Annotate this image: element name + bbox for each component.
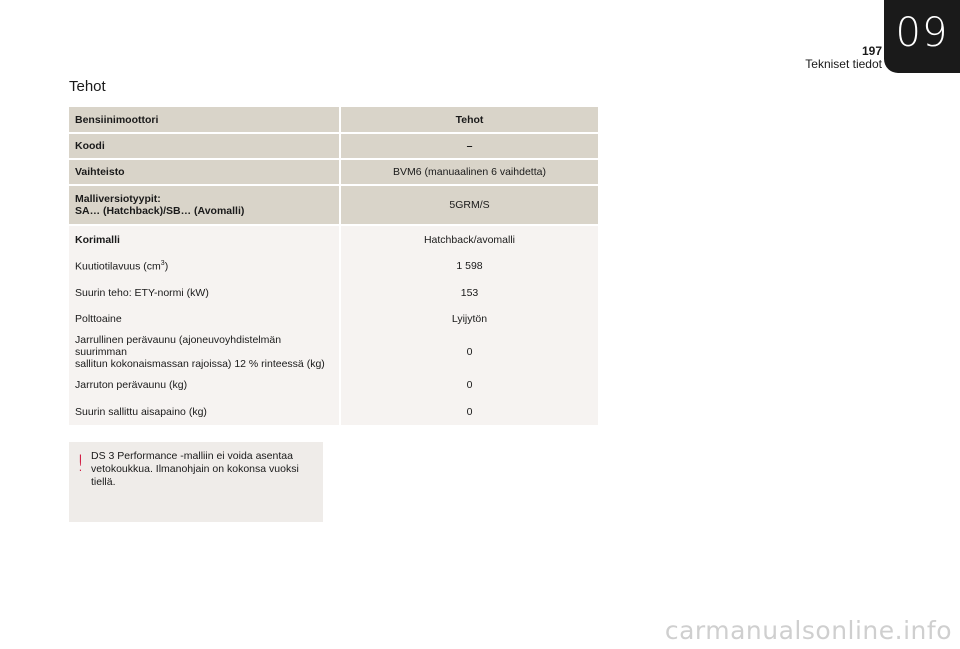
label-superscript: 3: [160, 259, 165, 267]
warning-box: [69, 442, 323, 522]
table-row: [69, 253, 598, 279]
row-value: 0: [340, 332, 598, 372]
row-label-line: Malliversiotyypit:: [75, 193, 161, 205]
warning-line: vetokoukkua. Ilmanohjain on kokonsa vuoksi tiellä.: [91, 463, 299, 488]
chapter-number: 09: [895, 9, 949, 56]
row-label-line: SA… (Hatchback)/SB… (Avomalli): [75, 205, 245, 217]
row-value: 153: [340, 279, 598, 306]
row-value: 5GRM/S: [340, 185, 598, 225]
exclamation-icon: !: [76, 452, 85, 477]
row-label: Jarruton perävaunu (kg): [69, 372, 340, 398]
row-label: Vaihteisto: [69, 159, 340, 185]
table-row: [69, 306, 598, 332]
table-row: [69, 107, 598, 133]
row-value: BVM6 (manuaalinen 6 vaihdetta): [340, 159, 598, 185]
row-value: Tehot: [340, 107, 598, 133]
table-row: [69, 279, 598, 306]
row-label-line: Jarrullinen perävaunu (ajoneuvoyhdistelmän suurimman: [75, 334, 282, 358]
table-row: [69, 185, 598, 225]
warning-line: DS 3 Performance -malliin ei voida asentaa: [91, 450, 293, 462]
row-label: [69, 253, 340, 279]
row-label: Korimalli: [69, 225, 340, 253]
table-row: [69, 159, 598, 185]
table-row: [69, 398, 598, 425]
table-row: [69, 372, 598, 398]
chapter-title: Tekniset tiedot: [805, 57, 882, 71]
row-value: –: [340, 133, 598, 159]
label-text: ): [164, 260, 169, 273]
table-row: [69, 133, 598, 159]
warning-text: [91, 450, 315, 489]
watermark: carmanualsonline.info: [664, 616, 952, 645]
row-label: Koodi: [69, 133, 340, 159]
section-title: Tehot: [69, 78, 106, 95]
label-text: Kuutiotilavuus (cm: [75, 260, 161, 273]
table-row: [69, 225, 598, 253]
row-value: Hatchback/avomalli: [340, 225, 598, 253]
chapter-tab: [884, 0, 960, 73]
row-label: [69, 332, 340, 372]
row-label: [69, 185, 340, 225]
page-number: 197: [861, 44, 882, 58]
row-label-line: sallitun kokonaismassan rajoissa) 12 % rinteessä (kg): [75, 358, 325, 370]
row-label: Suurin sallittu aisapaino (kg): [69, 398, 340, 425]
row-value: 0: [340, 372, 598, 398]
row-value: 0: [340, 398, 598, 425]
row-label: Polttoaine: [69, 306, 340, 332]
row-label: Suurin teho: ETY-normi (kW): [69, 279, 340, 306]
row-label: Bensiinimoottori: [69, 107, 340, 133]
spec-table: [69, 107, 598, 425]
row-value: Lyijytön: [340, 306, 598, 332]
table-row: [69, 332, 598, 372]
row-value: 1 598: [340, 253, 598, 279]
